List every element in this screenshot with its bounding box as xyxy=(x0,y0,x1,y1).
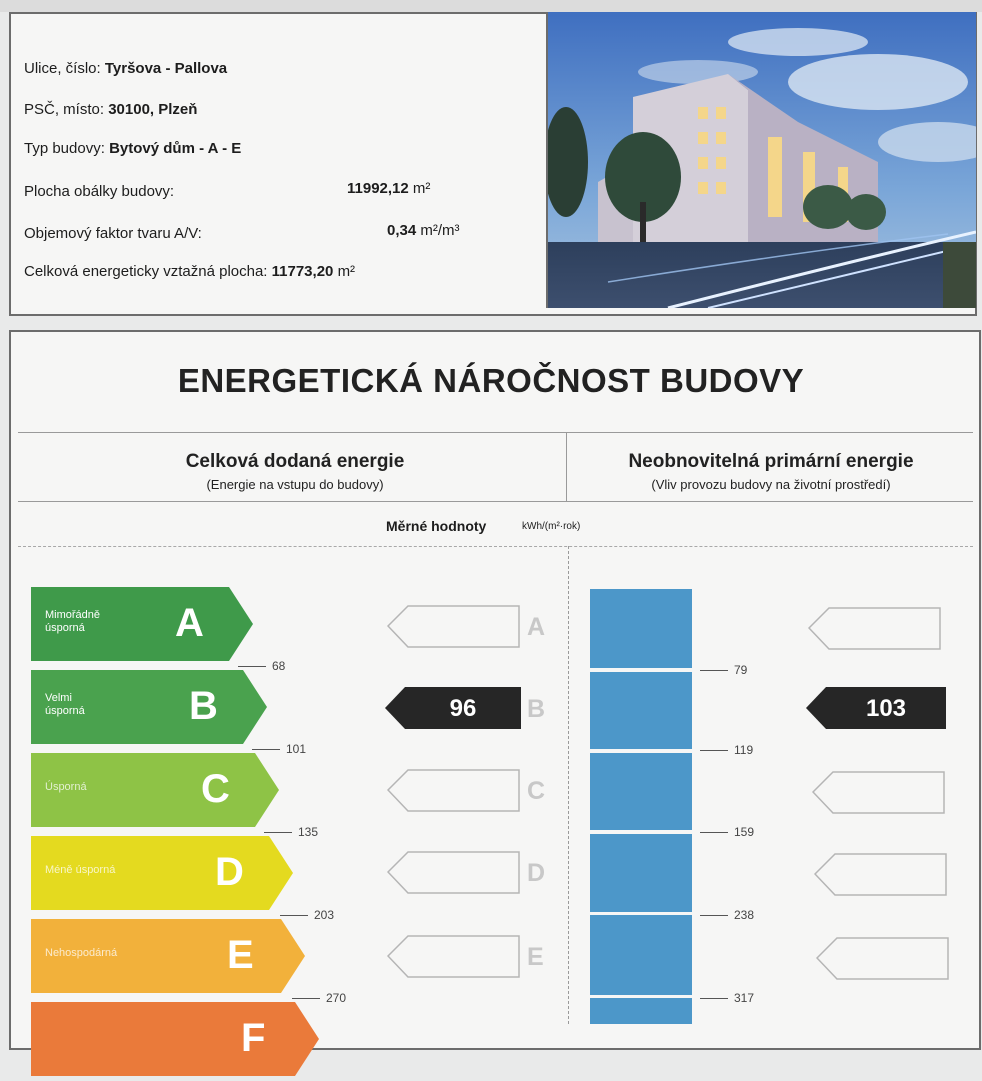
envelope-value: 11992,12 xyxy=(347,180,409,197)
tick-dash xyxy=(264,832,292,833)
tick-dash xyxy=(700,670,728,671)
header-bottom-line xyxy=(18,501,973,502)
right-indicator-slot xyxy=(814,853,948,897)
ghost-class-letter: A xyxy=(527,613,546,641)
energy-class-description-line1: Mimořádně xyxy=(45,609,101,621)
envelope-label: Plocha obálky budovy: xyxy=(24,183,175,200)
energy-class-arrow-shape xyxy=(31,1002,319,1076)
left-indicator-slot xyxy=(387,605,521,649)
energy-class-description-line1: Úsporná xyxy=(45,781,87,793)
energy-class-description xyxy=(45,781,87,794)
right-tick-label xyxy=(700,743,753,757)
left-tick-label xyxy=(238,659,285,673)
ghost-class-letter: C xyxy=(527,777,546,805)
energy-class-description-line2: úsporná xyxy=(45,705,85,717)
energy-class-letter: B xyxy=(189,684,218,728)
energy-class-a xyxy=(31,587,253,661)
energy-class-description xyxy=(45,692,85,718)
right-tick-label xyxy=(700,991,754,1005)
energy-class-d xyxy=(31,836,293,910)
right-tick-label xyxy=(700,663,747,677)
right-indicator-slot xyxy=(812,771,946,815)
reference-row xyxy=(24,263,355,280)
left-indicator-slot xyxy=(387,935,521,979)
tick-dash xyxy=(700,832,728,833)
shape-label: Objemový faktor tvaru A/V: xyxy=(24,225,202,242)
right-tick-value: 317 xyxy=(734,991,755,1005)
energy-class-letter: C xyxy=(201,767,230,811)
tick-dash xyxy=(700,915,728,916)
reference-unit: m² xyxy=(337,263,356,280)
reference-value: 11773,20 xyxy=(271,263,334,280)
city-label: PSČ, místo: xyxy=(24,101,105,118)
right-tick-value: 238 xyxy=(734,908,755,922)
right-column-heading: Neobnovitelná primární energie xyxy=(628,451,914,472)
energy-class-f xyxy=(31,1002,319,1076)
certificate-title: ENERGETICKÁ NÁROČNOST BUDOVY xyxy=(177,362,805,399)
primary-energy-bar-segment xyxy=(590,834,692,912)
energy-class-description xyxy=(45,609,100,635)
left-tick-value: 101 xyxy=(286,742,307,756)
energy-class-c xyxy=(31,753,279,827)
primary-energy-bar-segment xyxy=(590,589,692,668)
right-tick-value: 119 xyxy=(734,743,754,757)
right-tick-value: 79 xyxy=(734,663,748,677)
ghost-class-letter: E xyxy=(527,943,544,971)
energy-class-letter: F xyxy=(241,1016,266,1060)
left-tick-label xyxy=(252,742,306,756)
primary-energy-value: 103 xyxy=(865,695,907,722)
left-tick-label xyxy=(264,825,318,839)
left-column-subheading: (Energie na vstupu do budovy) xyxy=(206,477,384,492)
primary-energy-bar-segment xyxy=(590,915,692,995)
shape-value: 0,34 xyxy=(387,222,417,239)
left-tick-value: 135 xyxy=(298,825,319,839)
primary-energy-bar-segment xyxy=(590,672,692,749)
tick-dash xyxy=(292,998,320,999)
tick-dash xyxy=(700,998,728,999)
right-indicator-slot xyxy=(816,937,950,981)
tick-dash xyxy=(280,915,308,916)
shape-value-row xyxy=(387,222,460,239)
right-column-subheading: (Vliv provozu budovy na životní prostředí) xyxy=(651,477,891,492)
energy-class-e xyxy=(31,919,305,993)
left-tick-value: 270 xyxy=(326,991,347,1005)
street-row xyxy=(24,60,227,77)
units-divider xyxy=(18,546,973,547)
ghost-class-letter: B xyxy=(527,695,546,723)
primary-energy-bar-segment xyxy=(590,753,692,830)
energy-class-description-line1: Nehospodárná xyxy=(45,947,118,959)
reference-label: Celková energeticky vztažná plocha: xyxy=(24,263,268,280)
left-tick-value: 68 xyxy=(272,659,286,673)
energy-class-description xyxy=(45,947,117,960)
right-tick-label xyxy=(700,908,754,922)
energy-class-description-line1: Méně úsporná xyxy=(45,864,116,876)
column-divider xyxy=(568,546,569,1024)
type-label: Typ budovy: xyxy=(24,140,105,157)
city-value: 30100, Plzeň xyxy=(108,101,198,118)
building-illustration xyxy=(548,12,976,308)
right-tick-value: 159 xyxy=(734,825,755,839)
energy-class-description-line1: Velmi xyxy=(45,692,72,704)
street-label: Ulice, číslo: xyxy=(24,60,101,77)
ghost-class-letter: D xyxy=(527,859,546,887)
left-tick-label xyxy=(280,908,334,922)
tick-dash xyxy=(252,749,280,750)
type-value: Bytový dům - A - E xyxy=(109,140,242,157)
energy-class-letter: E xyxy=(227,933,254,977)
tick-dash xyxy=(700,750,728,751)
right-indicator-slot xyxy=(808,607,942,651)
right-tick-label xyxy=(700,825,754,839)
header-top-line xyxy=(18,432,973,433)
energy-class-description xyxy=(45,864,115,877)
primary-energy-bar-segment xyxy=(590,998,692,1024)
street-value: Tyršova - Pallova xyxy=(104,60,228,77)
tick-dash xyxy=(238,666,266,667)
energy-class-letter: A xyxy=(175,601,204,645)
energy-class-b xyxy=(31,670,267,744)
envelope-unit: m² xyxy=(412,180,431,197)
energy-class-letter: D xyxy=(215,850,244,894)
top-strip xyxy=(0,0,982,12)
city-row xyxy=(24,101,197,118)
left-tick-label xyxy=(292,991,346,1005)
energy-class-description-line2: úsporná xyxy=(45,622,85,634)
type-row xyxy=(24,140,241,157)
delivered-energy-value: 96 xyxy=(449,695,477,722)
left-indicator-slot xyxy=(387,851,521,895)
left-tick-value: 203 xyxy=(314,908,335,922)
units-label: Měrné hodnoty xyxy=(386,518,487,534)
building-photo xyxy=(546,12,976,308)
left-indicator-slot xyxy=(387,769,521,813)
envelope-value-row xyxy=(347,180,430,197)
units-value: kWh/(m²·rok) xyxy=(522,521,581,532)
shape-unit: m²/m³ xyxy=(420,222,460,239)
left-column-heading: Celková dodaná energie xyxy=(185,451,405,472)
